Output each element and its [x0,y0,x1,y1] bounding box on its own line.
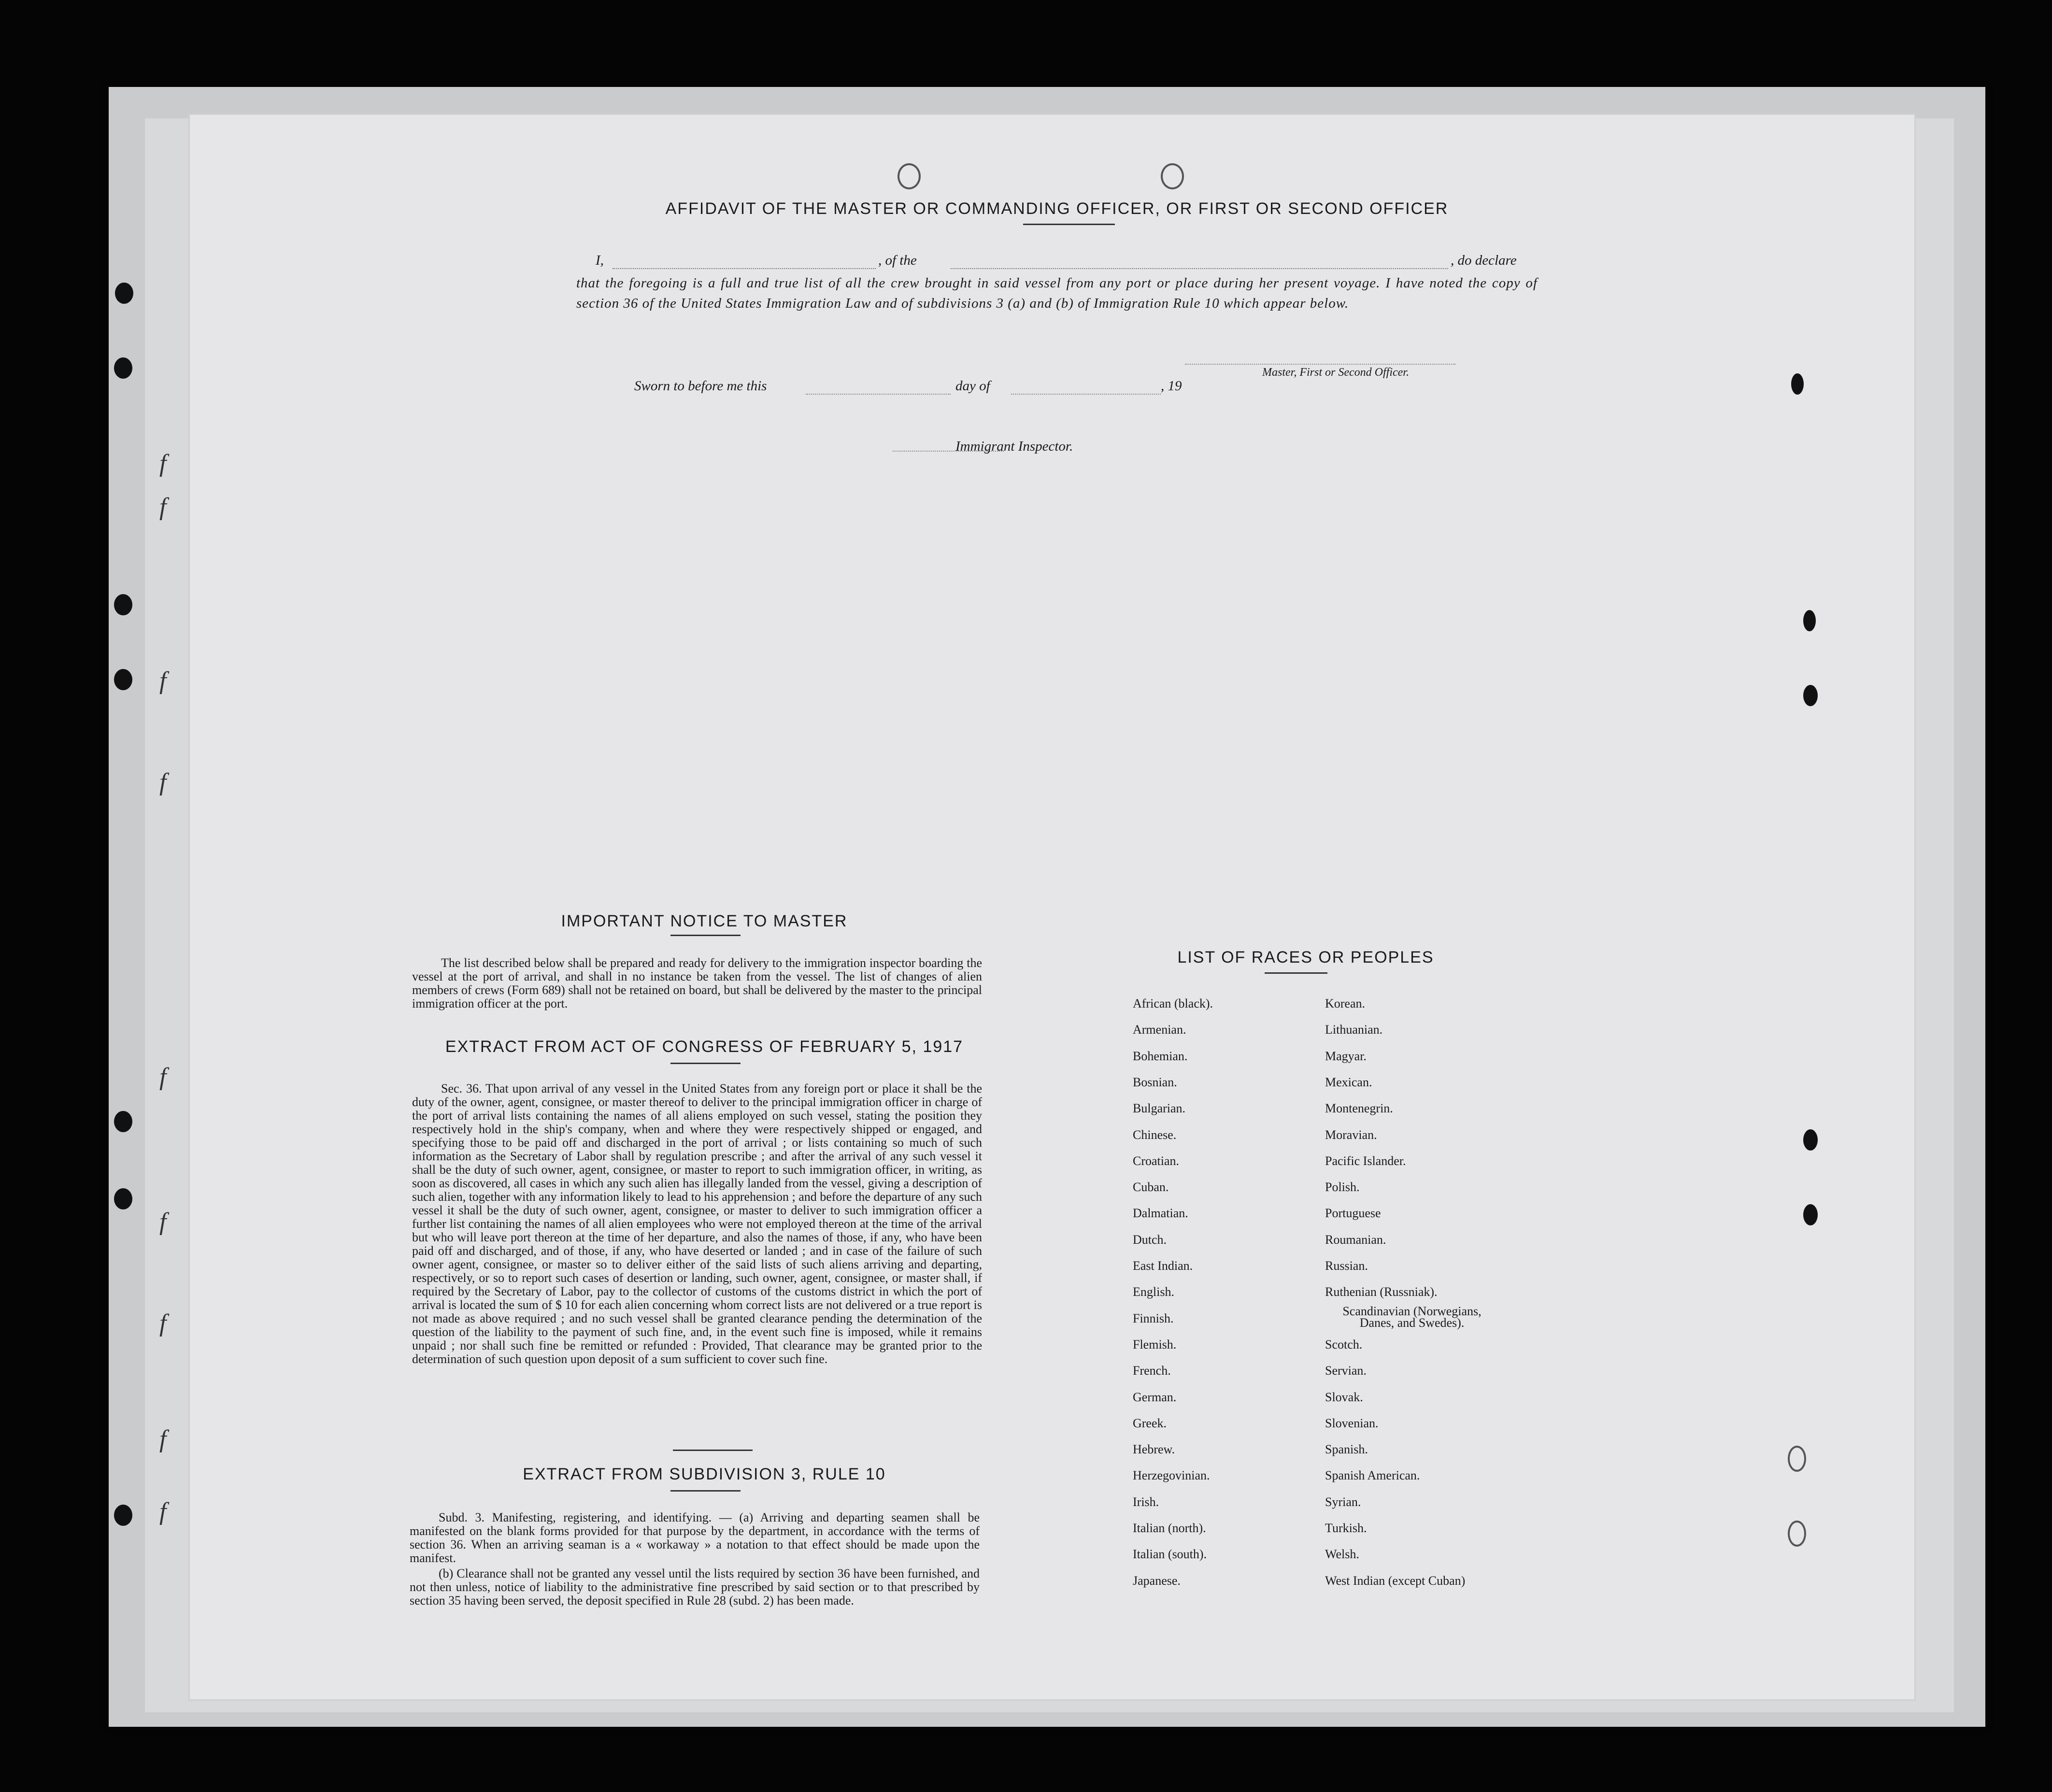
declaration-do-declare: , do declare [1451,253,1517,268]
title-underline [1023,224,1115,225]
punch-ring [1788,1521,1806,1547]
handwritten-mark: f [159,1063,167,1091]
race-item: Slovenian. [1325,1416,1379,1430]
declaration-of-the: , of the [878,253,917,268]
race-item: Finnish. [1133,1311,1174,1325]
race-item: Greek. [1133,1416,1167,1430]
race-item: Japanese. [1133,1573,1181,1588]
notice-text: The list described below shall be prepared and ready for delivery to the immigration inspector boarding the vessel at the port of arrival, and shall in no instance be taken from the vessel. The list of changes of alien members of crews (Form 689) shall not be retained on board, but shall be delivered by the master to the principal immigration officer at the port. [412,956,982,1010]
handwritten-mark: f [159,667,167,695]
race-item: Welsh. [1325,1547,1359,1562]
handwritten-mark: f [159,1208,167,1236]
races-underline [1265,972,1327,974]
race-item: Irish. [1133,1494,1159,1509]
race-item: Russian. [1325,1259,1368,1273]
declaration-i: I, [596,253,604,268]
race-item: Syrian. [1325,1494,1361,1509]
affidavit-paragraph: that the foregoing is a full and true list of all the crew brought in said vessel from any port or place during her present voyage. I have noted the copy of section 36 of the United States Immigration Law and of subdivisions 3 (a) and (b) of Immigration Rule 10 which appear below. [576,275,1538,311]
race-item: Hebrew. [1133,1442,1175,1457]
race-item: Scotch. [1325,1337,1363,1351]
binder-hole [114,1505,132,1526]
race-item: Croatian. [1133,1153,1180,1168]
binder-hole [1791,373,1804,395]
handwritten-mark: f [159,1425,167,1453]
race-item: English. [1133,1285,1174,1299]
race-item: Chinese. [1133,1127,1177,1142]
punch-ring [1161,163,1184,189]
inspector-label: Immigrant Inspector. [955,439,1073,454]
handwritten-mark: f [159,768,167,796]
race-item: Italian (north). [1133,1521,1206,1535]
race-item: East Indian. [1133,1259,1193,1273]
race-item: Montenegrin. [1325,1101,1393,1116]
signature-label: Master, First or Second Officer. [1262,366,1409,379]
race-item: Moravian. [1325,1127,1377,1142]
race-item: Spanish American. [1325,1468,1420,1483]
race-item: Bosnian. [1133,1075,1177,1089]
handwritten-mark: f [159,1498,167,1525]
race-item: Korean. [1325,996,1366,1010]
race-item: West Indian (except Cuban) [1325,1573,1466,1588]
binder-hole [1803,685,1818,706]
binder-hole [114,357,132,379]
race-item: Dalmatian. [1133,1206,1188,1221]
race-item: Mexican. [1325,1075,1372,1089]
name-blank-field[interactable] [613,268,876,269]
notice-underline [670,935,741,936]
race-item: Ruthenian (Russniak). [1325,1285,1438,1299]
extract-rule-text-a: Subd. 3. Manifesting, registering, and identifying. — (a) Arriving and departing seamen shall be manifested on the blank forms provided for that purpose by the department, in accordance with the terms of section 36. When an arriving seaman is a « workaway » a notation to that effect should be made upon the manifest. [410,1510,980,1565]
race-item: Herzegovinian. [1133,1468,1210,1483]
binder-hole [1803,610,1816,631]
race-item: German. [1133,1390,1177,1404]
race-item: Turkish. [1325,1521,1367,1535]
sworn-line [634,378,1214,398]
vessel-blank-field[interactable] [951,268,1448,269]
punch-ring [1788,1446,1806,1472]
race-item: Armenian. [1133,1023,1186,1037]
race-item: Servian. [1325,1364,1367,1378]
race-item: Italian (south). [1133,1547,1207,1562]
binder-hole [114,669,132,690]
binder-hole [115,283,133,304]
race-item: Dutch. [1133,1232,1167,1247]
affidavit-title: AFFIDAVIT OF THE MASTER OR COMMANDING OFFICER, OR FIRST OR SECOND OFFICER [665,199,1449,218]
handwritten-mark: f [159,1309,167,1337]
race-item: Magyar. [1325,1049,1367,1063]
race-item: Cuban. [1133,1180,1169,1195]
race-item: Bohemian. [1133,1049,1188,1063]
binder-hole [1803,1129,1818,1151]
extract-act-underline [670,1063,741,1064]
race-item: Lithuanian. [1325,1023,1383,1037]
sworn-year: , 19 [1161,378,1182,394]
extract-rule-title: EXTRACT FROM SUBDIVISION 3, RULE 10 [523,1465,886,1483]
race-item: Scandinavian (Norwegians, Danes, and Swedes). [1342,1304,1482,1330]
punch-ring [898,163,921,189]
notice-title: IMPORTANT NOTICE TO MASTER [561,912,848,930]
sworn-day-field[interactable] [806,394,951,395]
extract-act-text: Sec. 36. That upon arrival of any vessel in the United States from any foreign port or place it shall be the duty of the owner, agent, consignee, or master thereof to deliver to the principal immigration officer in charge of the port of arrival lists containing the names of all aliens employed on such vessel, stating the position they respectively hold in the ship's company, when and where they were respectively shipped or engaged, and specifying those to be paid off and discharged in the port of arrival ; or lists containing so much of such information as the Secretary of Labor shall by regulation prescribe ; and after the arrival of any such vessel it shall be the duty of such owner, agent, consignee, or master to report to such immigration officer, in writing, as soon as discovered, all cases in which any such alien has illegally landed from the vessel, giving a description of such alien, together with any information likely to lead to his apprehension ; and before the departure of any such vessel it shall be the duty of such owner, agent, consignee, or master to deliver to such immigration officer a further list containing the names of all alien employees who were not employed thereon at the time of the arrival but who will leave port thereon at the time of her departure, and also the names of those, if any, who have been paid off and discharged, and of those, if any, who have deserted or landed ; and in case of the failure of such owner agent, consignee, or master so to deliver either of the said lists of such aliens arriving and departing, respectively, or so to report such cases of desertion or landing, such owner, agent, consignee, or master shall, if required by the Secretary of Labor, pay to the collector of customs of the customs district in which the port of arrival is located the sum of $ 10 for each alien concerning whom correct lists are not delivered or a true report is not made as above required ; and no such vessel shall be granted clearance pending the determination of the question of the liability to the payment of such fine, and, in the event such fine is imposed, while it remains unpaid ; nor shall such fine be remitted or refunded : Provided, That clearance may be granted prior to the determination of such question upon deposit of a sum sufficient to cover such fine. [412,1081,982,1366]
sworn-month-field[interactable] [1011,394,1161,395]
race-item: African (black). [1133,996,1213,1010]
race-item: Bulgarian. [1133,1101,1186,1116]
handwritten-mark: f [159,493,167,521]
binder-hole [114,1111,132,1132]
binder-hole [114,594,132,615]
section-divider [673,1450,753,1451]
race-item: Slovak. [1325,1390,1363,1404]
race-item: Pacific Islander. [1325,1153,1406,1168]
form-sheet [188,114,1916,1701]
race-item: Portuguese [1325,1206,1381,1221]
sworn-day-of: day of [955,378,990,394]
extract-rule-underline [670,1490,741,1492]
extract-rule-text-b: (b) Clearance shall not be granted any vessel until the lists required by section 36 have been furnished, and not then unless, notice of liability to the administrative fine prescribed by said section or to that prescribed by section 35 having been served, the deposit specified in Rule 28 (subd. 2) has been made. [410,1566,980,1607]
race-item: Spanish. [1325,1442,1368,1457]
race-item: French. [1133,1364,1171,1378]
race-item: Flemish. [1133,1337,1177,1351]
declaration-line [576,253,1538,273]
race-item: Polish. [1325,1180,1360,1195]
binder-hole [1803,1204,1818,1225]
sworn-prefix: Sworn to before me this [634,378,767,394]
handwritten-mark: f [159,450,167,477]
races-title: LIST OF RACES OR PEOPLES [1177,948,1434,967]
race-item: Roumanian. [1325,1232,1386,1247]
extract-act-title: EXTRACT FROM ACT OF CONGRESS OF FEBRUARY 5, 1917 [445,1038,964,1056]
binder-hole [114,1188,132,1209]
signature-line[interactable] [1185,364,1455,365]
